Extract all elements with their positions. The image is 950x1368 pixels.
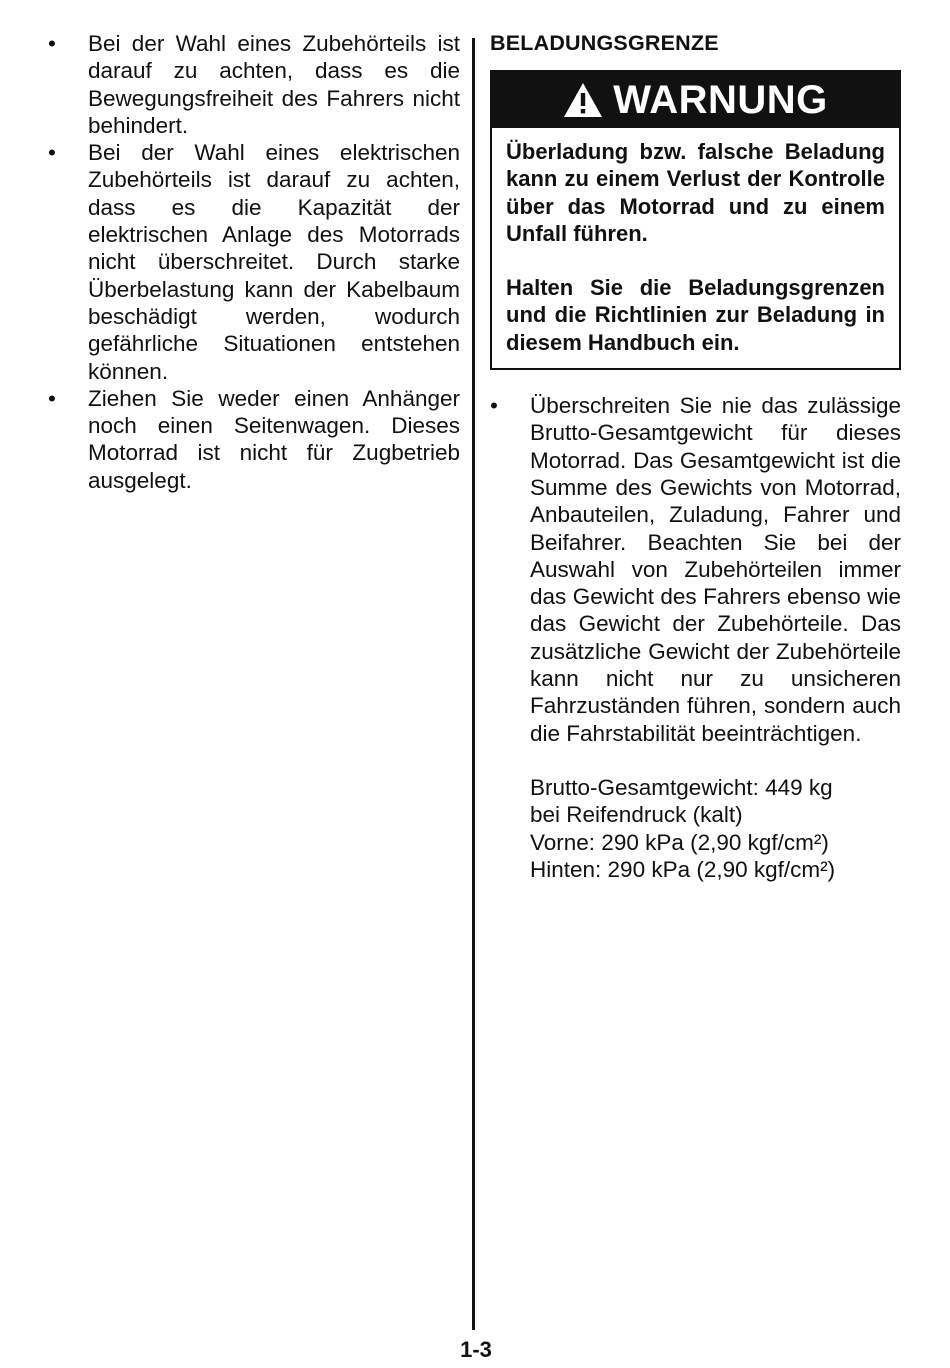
section-title: BELADUNGSGRENZE (490, 31, 719, 55)
warning-triangle-icon (563, 82, 603, 118)
list-item-text: Überschreiten Sie nie das zulässige Brutto-Gesamtgewicht für dieses Motorrad. Das Gesamtgewicht ist die Summe des Gewichts von Motorrad, Anbauteilen, Zuladung, Fahrer und Beifahrer. Beachten Sie bei der Auswahl von Zubehörteilen immer das Gewicht des Fahrers ebenso wie das Gewicht der Zubehörteile. Das zusätzliche Gewicht der Zubehörteile kann nicht nur zu unsicheren Fahrzuständen führen, sondern auch die Fahrstabilität beeinträchtigen. (530, 393, 901, 746)
spec-line: bei Reifendruck (kalt) (530, 802, 743, 828)
bullet-icon: • (48, 140, 56, 166)
warning-box (490, 70, 901, 370)
left-column (48, 30, 460, 494)
bullet-icon: • (48, 385, 56, 411)
spec-line: Vorne: 290 kPa (2,90 kgf/cm²) (530, 829, 829, 855)
list-item-text: Bei der Wahl eines Zubehörteils ist darauf zu achten, dass es die Bewegungsfreiheit des Fahrers nicht behindert. (88, 31, 460, 138)
list-item (48, 139, 460, 385)
spec-line: Brutto-Gesamtgewicht: 449 kg (530, 774, 833, 800)
weight-specs (530, 774, 901, 883)
warning-header (492, 72, 899, 128)
page-number: 1-3 (460, 1337, 492, 1362)
list-item-text: Ziehen Sie weder einen Anhänger noch einen Seitenwagen. Dieses Motorrad ist nicht für Zugbetrieb ausgelegt. (88, 385, 460, 493)
warning-title: WARNUNG (613, 77, 828, 122)
column-divider (472, 38, 475, 1330)
list-item (48, 385, 460, 494)
right-column (490, 30, 901, 883)
list-item (48, 30, 460, 139)
warning-paragraph: Halten Sie die Beladungsgrenzen und die Richtlinien zur Beladung in diesem Handbuch ein. (506, 275, 885, 355)
list-item-text: Bei der Wahl eines elektrischen Zubehörteils ist darauf zu achten, dass es die Kapazität der elektrischen Anlage des Motorrads nicht überschreitet. Durch starke Überbelastung kann der Kabelbaum beschädigt werden, wodurch gefährliche Situationen entstehen können. (88, 140, 460, 384)
bullet-icon: • (490, 393, 498, 419)
spec-line: Hinten: 290 kPa (2,90 kgf/cm²) (530, 856, 836, 882)
warning-body (492, 128, 899, 368)
warning-paragraph: Überladung bzw. falsche Beladung kann zu einem Verlust der Kontrolle über das Motorrad und zu einem Unfall führen. (506, 139, 885, 246)
bullet-icon: • (48, 31, 56, 56)
list-item (490, 392, 901, 747)
